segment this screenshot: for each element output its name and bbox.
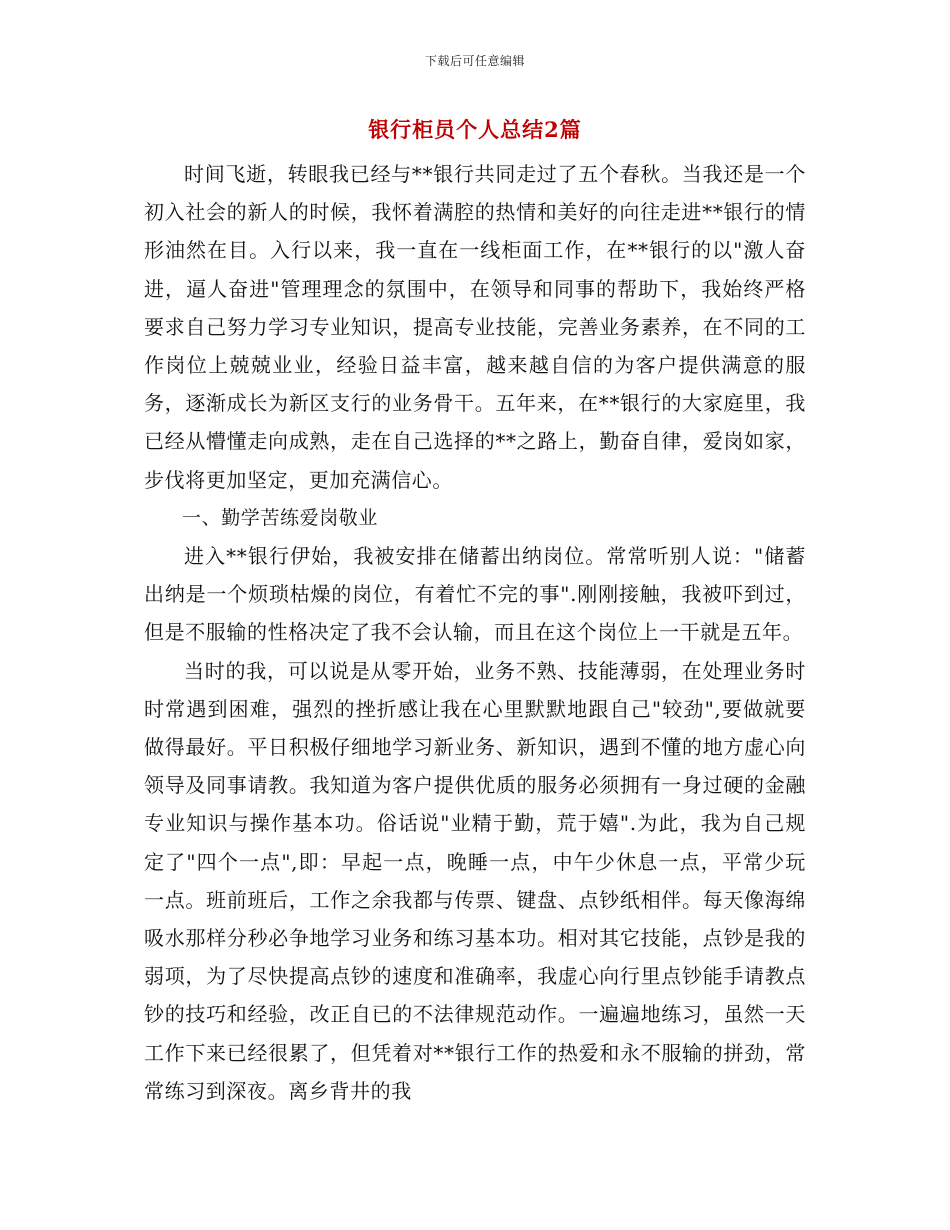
document-title: 银行柜员个人总结2篇 (368, 117, 582, 142)
document-body (144, 155, 806, 1110)
body-paragraph: 时间飞逝，转眼我已经与**银行共同走过了五个春秋。当我还是一个初入社会的新人的时候，我怀着满腔的热情和美好的向往走进**银行的情形油然在目。入行以来，我一直在一线柜面工作，在**银行的以"激人奋进，逼人奋进"管理理念的氛围中，在领导和同事的帮助下，我始终严格要求自己努力学习专业知识，提高专业技能，完善业务素养，在不同的工作岗位上兢兢业业，经验日益丰富，越来越自信的为客户提供满意的服务，逐渐成长为新区支行的业务骨干。五年来，在**银行的大家庭里，我已经从懵懂走向成熟，走在自己选择的**之路上，勤奋自律，爱岗如家，步伐将更加坚定，更加充满信心。 (144, 162, 806, 492)
header-note: 下载后可任意编辑 (424, 54, 525, 68)
body-paragraph: 进入**银行伊始，我被安排在储蓄出纳岗位。常常听别人说："储蓄出纳是一个烦琐枯燥的岗位，有着忙不完的事".刚刚接触，我被吓到过，但是不服输的性格决定了我不会认输，而且在这个岗位上一干就是五年。 (144, 544, 806, 645)
section-heading: 一、勤学苦练爱岗敬业 (182, 506, 379, 529)
body-paragraph: 当时的我，可以说是从零开始，业务不熟、技能薄弱，在处理业务时时常遇到困难，强烈的挫折感让我在心里默默地跟自己"较劲",要做就要做得最好。平日积极仔细地学习新业务、新知识，遇到不懂的地方虚心向领导及同事请教。我知道为客户提供优质的服务必须拥有一身过硬的金融专业知识与操作基本功。俗话说"业精于勤，荒于嬉".为此，我为自己规定了"四个一点",即：早起一点，晚睡一点，中午少休息一点，平常少玩一点。班前班后，工作之余我都与传票、键盘、点钞纸相伴。每天像海绵吸水那样分秒必争地学习业务和练习基本功。相对其它技能，点钞是我的弱项，为了尽快提高点钞的速度和准确率，我虚心向行里点钞能手请教点钞的技巧和经验，改正自已的不法律规范动作。一遍遍地练习，虽然一天工作下来已经很累了，但凭着对**银行工作的热爱和永不服输的拼劲，常常练习到深夜。离乡背井的我 (144, 658, 806, 1103)
